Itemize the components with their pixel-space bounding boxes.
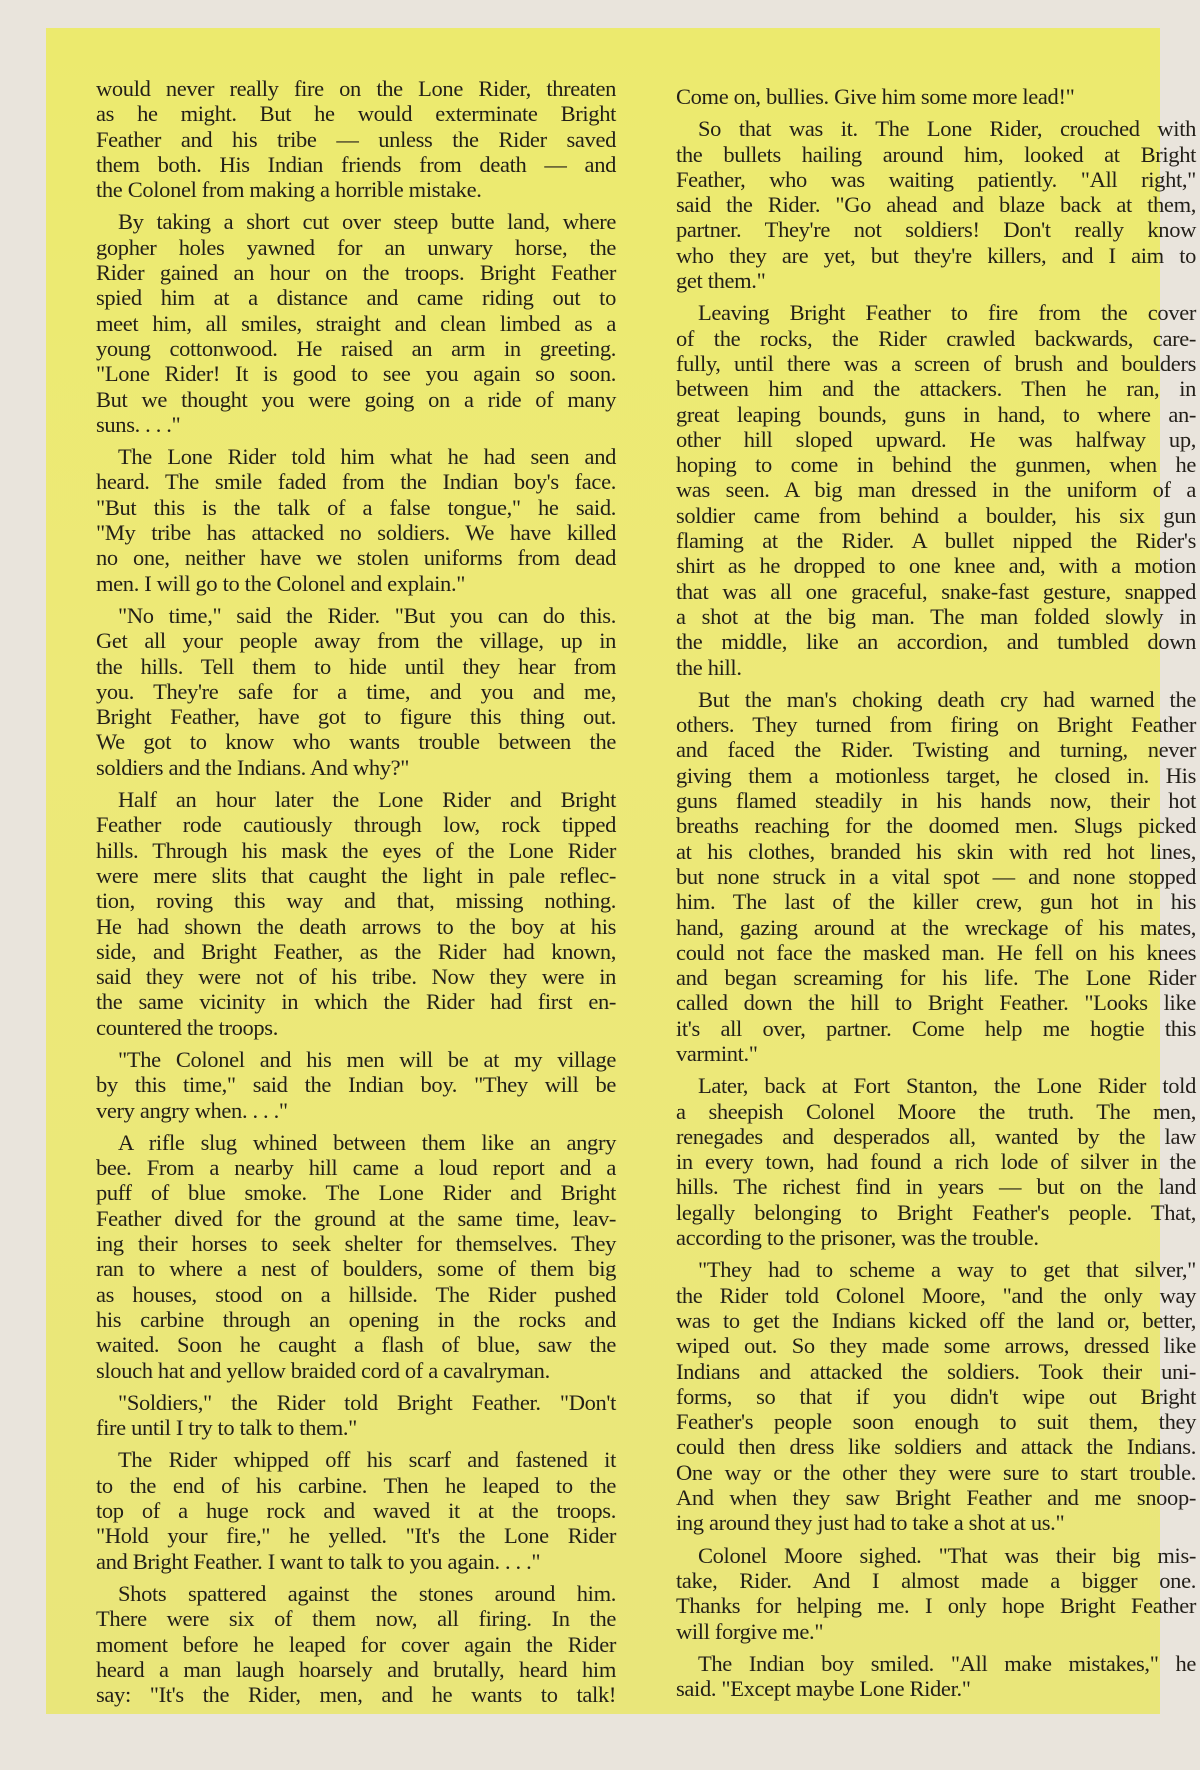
- text-line: no one, neither have we stolen uniforms from dead: [96, 545, 616, 571]
- text-line: Shots spattered against the stones around him.: [118, 1580, 616, 1606]
- text-line: top of a huge rock and waved it at the troops.: [96, 1498, 616, 1524]
- paragraph: [96, 76, 616, 202]
- paragraph: [676, 1257, 1196, 1535]
- text-line: will forgive me.": [676, 1618, 824, 1644]
- text-line: great leaping bounds, guns in hand, to where an-: [676, 401, 1196, 427]
- text-line: The Rider whipped off his scarf and fastened it: [118, 1447, 616, 1473]
- text-line: you. They're safe for a time, and you and me,: [96, 678, 616, 704]
- text-line: ing their horses to seek shelter for themselves. They: [96, 1231, 616, 1257]
- text-line: said the Rider. "Go ahead and blaze back at them,: [676, 192, 1196, 218]
- text-line: called down the hill to Bright Feather. "Looks like: [676, 990, 1196, 1016]
- text-line: He had shown the death arrows to the boy at his: [96, 913, 616, 939]
- text-line: varmint.": [676, 1040, 758, 1066]
- text-line: soldier came from behind a boulder, his six gun: [676, 502, 1196, 528]
- text-line: forms, so that if you didn't wipe out Bright: [676, 1383, 1196, 1409]
- paragraph: [96, 209, 616, 437]
- text-line: in every town, had found a rich lode of silver in the: [676, 1149, 1196, 1175]
- text-line: could then dress like soldiers and attack the Indians.: [676, 1434, 1196, 1460]
- text-line: by this time," said the Indian boy. "They will be: [96, 1072, 616, 1098]
- text-line: the Colonel from making a horrible mistake.: [96, 177, 482, 203]
- text-line: bee. From a nearby hill came a loud report and a: [96, 1155, 616, 1181]
- paragraph: [676, 300, 1196, 679]
- text-line: tion, roving this way and that, missing nothing.: [96, 888, 616, 914]
- text-line: puff of blue smoke. The Lone Rider and Bright: [96, 1180, 616, 1206]
- text-line: meet him, all smiles, straight and clean limbed as a: [96, 310, 616, 336]
- text-line: the middle, like an accordion, and tumbled down: [676, 629, 1196, 655]
- text-line: according to the prisoner, was the trouble.: [676, 1225, 1039, 1251]
- text-line: others. They turned from firing on Bright Feather: [676, 712, 1196, 738]
- text-line: giving them a motionless target, he closed in. His: [676, 762, 1196, 788]
- text-line: soldiers and the Indians. And why?": [96, 754, 410, 780]
- text-line: the hill.: [676, 654, 742, 680]
- text-line: ing around they just had to take a shot at us.": [676, 1510, 1065, 1536]
- paragraph: [96, 1047, 616, 1123]
- text-line: wiped out. So they made some arrows, dressed like: [676, 1333, 1196, 1359]
- text-line: hand, gazing around at the wreckage of his mates,: [676, 914, 1196, 940]
- text-line: There were six of them now, all firing. In the: [96, 1606, 616, 1632]
- text-line: the Rider told Colonel Moore, "and the only way: [676, 1282, 1196, 1308]
- text-line: suns. . . .": [96, 411, 181, 437]
- text-line: slouch hat and yellow braided cord of a cavalryman.: [96, 1357, 550, 1383]
- text-line: "Lone Rider! It is good to see you again so soon.: [96, 361, 616, 387]
- text-line: that was all one graceful, snake-fast gesture, snapped: [676, 578, 1196, 604]
- text-line: But the man's choking death cry had warned the: [698, 686, 1196, 712]
- text-line: Half an hour later the Lone Rider and Bright: [118, 787, 616, 813]
- text-line: Feather and his tribe — unless the Rider saved: [96, 126, 616, 152]
- text-line: hills. Through his mask the eyes of the Lone Rider: [96, 837, 616, 863]
- text-line: and Bright Feather. I want to talk to you again. . . .": [96, 1548, 541, 1574]
- text-line: side, and Bright Feather, as the Rider had known,: [96, 938, 616, 964]
- paragraph: [676, 116, 1196, 293]
- text-line: very angry when. . . .": [96, 1097, 288, 1123]
- text-line: but none struck in a vital spot — and none stopped: [676, 863, 1196, 889]
- text-line: partner. They're not soldiers! Don't really know: [676, 217, 1196, 243]
- text-line: and began screaming for his life. The Lone Rider: [676, 965, 1196, 991]
- text-line: was to get the Indians kicked off the land or, better,: [676, 1307, 1196, 1333]
- text-line: "No time," said the Rider. "But you can do this.: [118, 602, 616, 628]
- text-line: fully, until there was a screen of brush and boulders: [676, 350, 1196, 376]
- text-line: spied him at a distance and came riding out to: [96, 285, 616, 311]
- text-line: guns flamed steadily in his hands now, their hot: [676, 788, 1196, 814]
- text-line: them both. His Indian friends from death — and: [96, 151, 616, 177]
- text-line: legally belonging to Bright Feather's people. That,: [676, 1199, 1196, 1225]
- text-line: young cottonwood. He raised an arm in greeting.: [96, 335, 616, 361]
- text-line: The Indian boy smiled. "All make mistakes," he: [698, 1650, 1196, 1676]
- text-line: breaths reaching for the doomed men. Slugs picked: [676, 813, 1196, 839]
- text-line: Rider gained an hour on the troops. Bright Feather: [96, 260, 616, 286]
- text-line: to the end of his carbine. Then he leaped to the: [96, 1472, 616, 1498]
- story-text-panel: [46, 28, 1196, 1714]
- paragraph: [96, 444, 616, 596]
- text-line: the bullets hailing around him, looked at Bright: [676, 141, 1196, 167]
- text-line: the same vicinity in which the Rider had first en-: [96, 989, 616, 1015]
- paragraph: [96, 603, 616, 780]
- text-line: said they were not of his tribe. Now they were in: [96, 964, 616, 990]
- paragraph: [96, 787, 616, 1040]
- text-line: "The Colonel and his men will be at my village: [118, 1046, 616, 1072]
- text-line: Come on, bullies. Give him some more lead!": [676, 84, 1075, 109]
- text-line: Feather dived for the ground at the same time, leav-: [96, 1205, 616, 1231]
- text-line: men. I will go to the Colonel and explain.": [96, 570, 466, 596]
- text-line: shirt as he dropped to one knee and, with a motion: [676, 553, 1196, 579]
- text-line: heard. The smile faded from the Indian boy's face.: [96, 469, 616, 495]
- text-line: Thanks for helping me. I only hope Bright Feather: [676, 1593, 1196, 1619]
- text-line: and faced the Rider. Twisting and turning, never: [676, 737, 1196, 763]
- paragraph: [676, 84, 1196, 109]
- text-line: ran to where a nest of boulders, some of them big: [96, 1256, 616, 1282]
- text-line: renegades and desperados all, wanted by the law: [676, 1123, 1196, 1149]
- text-line: The Lone Rider told him what he had seen and: [118, 444, 616, 470]
- text-line: a shot at the big man. The man folded slowly in: [676, 603, 1196, 629]
- text-line: hills. The richest find in years — but on the land: [676, 1174, 1196, 1200]
- text-line: was seen. A big man dressed in the uniform of a: [676, 477, 1196, 503]
- paragraph: [676, 1651, 1196, 1702]
- text-line: take, Rider. And I almost made a bigger one.: [676, 1567, 1196, 1593]
- text-line: "Soldiers," the Rider told Bright Feather. "Don't: [118, 1389, 616, 1415]
- text-line: We got to know who wants trouble between the: [96, 729, 616, 755]
- text-line: By taking a short cut over steep butte land, where: [118, 209, 616, 235]
- paragraph: [96, 1390, 616, 1441]
- text-line: waited. Soon he caught a flash of blue, saw the: [96, 1332, 616, 1358]
- text-line: would never really fire on the Lone Rider, threaten: [96, 76, 616, 101]
- text-line: Get all your people away from the village, up in: [96, 628, 616, 654]
- text-line: fire until I try to talk to them.": [96, 1415, 357, 1441]
- text-line: it's all over, partner. Come help me hogtie this: [676, 1015, 1196, 1041]
- text-line: could not face the masked man. He fell on his knees: [676, 939, 1196, 965]
- text-column-right: [676, 84, 1196, 1701]
- text-line: One way or the other they were sure to start trouble.: [676, 1459, 1196, 1485]
- text-line: Feather, who was waiting patiently. "All right,": [676, 166, 1196, 192]
- paragraph: [96, 1581, 616, 1707]
- text-line: a sheepish Colonel Moore the truth. The men,: [676, 1098, 1196, 1124]
- text-line: "But this is the talk of a false tongue," he said.: [96, 494, 616, 520]
- text-line: say: "It's the Rider, men, and he wants to talk!: [96, 1682, 616, 1708]
- text-line: Feather's people soon enough to suit them, they: [676, 1409, 1196, 1435]
- text-line: hoping to come in behind the gunmen, when he: [676, 452, 1196, 478]
- text-line: flaming at the Rider. A bullet nipped the Rider's: [676, 528, 1196, 554]
- text-line: as he might. But he would exterminate Bright: [96, 101, 616, 127]
- text-line: Bright Feather, have got to figure this thing out.: [96, 704, 616, 730]
- paragraph: [96, 1447, 616, 1573]
- text-line: Leaving Bright Feather to fire from the cover: [698, 300, 1196, 326]
- text-line: were mere slits that caught the light in pale reflec-: [96, 862, 616, 888]
- text-line: gopher holes yawned for an unwary horse, the: [96, 234, 616, 260]
- text-line: of the rocks, the Rider crawled backwards, care-: [676, 325, 1196, 351]
- text-line: Feather rode cautiously through low, rock tipped: [96, 812, 616, 838]
- text-line: who they are yet, but they're killers, and I aim to: [676, 242, 1196, 268]
- text-line: And when they saw Bright Feather and me snoop-: [676, 1485, 1196, 1511]
- text-line: at his clothes, branded his skin with red hot lines,: [676, 838, 1196, 864]
- text-line: Indians and attacked the soldiers. Took their uni-: [676, 1358, 1196, 1384]
- text-line: Later, back at Fort Stanton, the Lone Rider told: [698, 1073, 1196, 1099]
- text-line: moment before he leaped for cover again the Rider: [96, 1631, 616, 1657]
- text-line: his carbine through an opening in the rocks and: [96, 1306, 616, 1332]
- text-line: "They had to scheme a way to get that silver,": [698, 1257, 1196, 1283]
- text-line: other hill sloped upward. He was halfway up,: [676, 426, 1196, 452]
- text-line: "My tribe has attacked no soldiers. We have killed: [96, 520, 616, 546]
- text-line: him. The last of the killer crew, gun hot in his: [676, 889, 1196, 915]
- text-line: between him and the attackers. Then he ran, in: [676, 376, 1196, 402]
- text-line: the hills. Tell them to hide until they hear from: [96, 653, 616, 679]
- text-line: heard a man laugh hoarsely and brutally, heard him: [96, 1656, 616, 1682]
- text-line: as houses, stood on a hillside. The Rider pushed: [96, 1281, 616, 1307]
- text-column-left: [96, 76, 616, 1707]
- text-line: So that was it. The Lone Rider, crouched with: [698, 116, 1196, 142]
- paragraph: [676, 1073, 1196, 1250]
- text-line: A rifle slug whined between them like an angry: [118, 1129, 616, 1155]
- text-line: get them.": [676, 268, 766, 294]
- text-line: "Hold your fire," he yelled. "It's the Lone Rider: [96, 1523, 616, 1549]
- paragraph: [676, 1543, 1196, 1644]
- text-line: countered the troops.: [96, 1014, 278, 1040]
- text-line: said. "Except maybe Lone Rider.": [676, 1676, 971, 1702]
- paragraph: [96, 1130, 616, 1383]
- text-line: But we thought you were going on a ride of many: [96, 386, 616, 412]
- paragraph: [676, 687, 1196, 1066]
- text-line: Colonel Moore sighed. "That was their big mis-: [698, 1542, 1196, 1568]
